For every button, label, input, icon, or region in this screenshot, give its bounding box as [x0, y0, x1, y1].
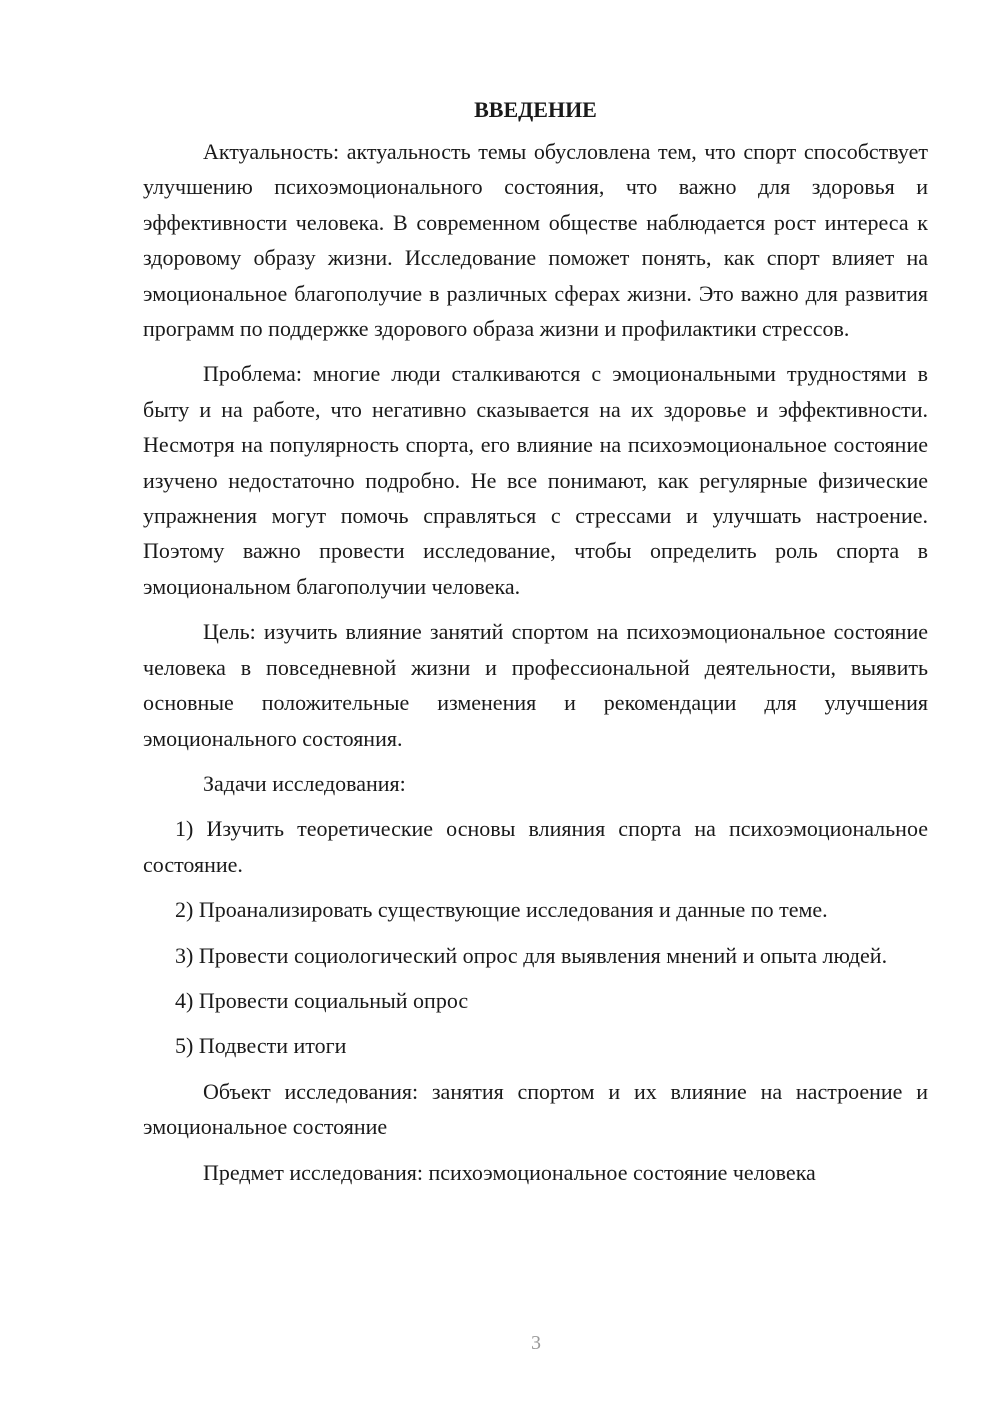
task-item-4: 4) Провести социальный опрос — [175, 987, 469, 1013]
task-item-2: 2) Проанализировать существующие исследования и данные по теме. — [175, 897, 828, 923]
paragraph-problem: Проблема: многие люди сталкиваются с эмоциональными трудностями в быту и на работе, что негативно сказывается на их здоровье и эффективности. Несмотря на популярность спорта, его влияние на психоэмоциональное состояние изучено недостаточно подробно. Не все понимают, как регулярные физические упражнения могут помочь справляться с стрессами и улучшать настроение. Поэтому важно провести исследование, чтобы определить роль спорта в эмоциональном благополучии человека. — [143, 361, 928, 599]
task-item-1: 1) Изучить теоретические основы влияния спорта на психоэмоциональное состояние. — [143, 816, 928, 877]
research-subject: Предмет исследования: психоэмоциональное состояние человека — [203, 1159, 816, 1185]
paragraph-relevance: Актуальность: актуальность темы обусловлена тем, что спорт способствует улучшению психоэмоционального состояния, что важно для здоровья и эффективности человека. В современном обществе наблюдается рост интереса к здоровому образу жизни. Исследование поможет понять, как спорт влияет на эмоциональное благополучие в различных сферах жизни. Это важно для развития программ по поддержке здорового образа жизни и профилактики стрессов. — [143, 139, 928, 342]
research-object: Объект исследования: занятия спортом и их влияние на настроение и эмоциональное состояние — [143, 1078, 928, 1140]
task-item-3: 3) Провести социологический опрос для выявления мнений и опыта людей. — [175, 942, 888, 968]
paragraph-goal: Цель: изучить влияние занятий спортом на психоэмоциональное состояние человека в повседневной жизни и профессиональной деятельности, выявить основные положительные изменения и рекомендации для улучшения эмоционального состояния. — [143, 619, 928, 751]
tasks-heading: Задачи исследования: — [203, 770, 406, 796]
section-title: ВВЕДЕНИЕ — [474, 97, 597, 122]
task-item-5: 5) Подвести итоги — [175, 1033, 347, 1059]
page-content — [143, 92, 928, 1200]
page-number: 3 — [531, 1332, 541, 1354]
